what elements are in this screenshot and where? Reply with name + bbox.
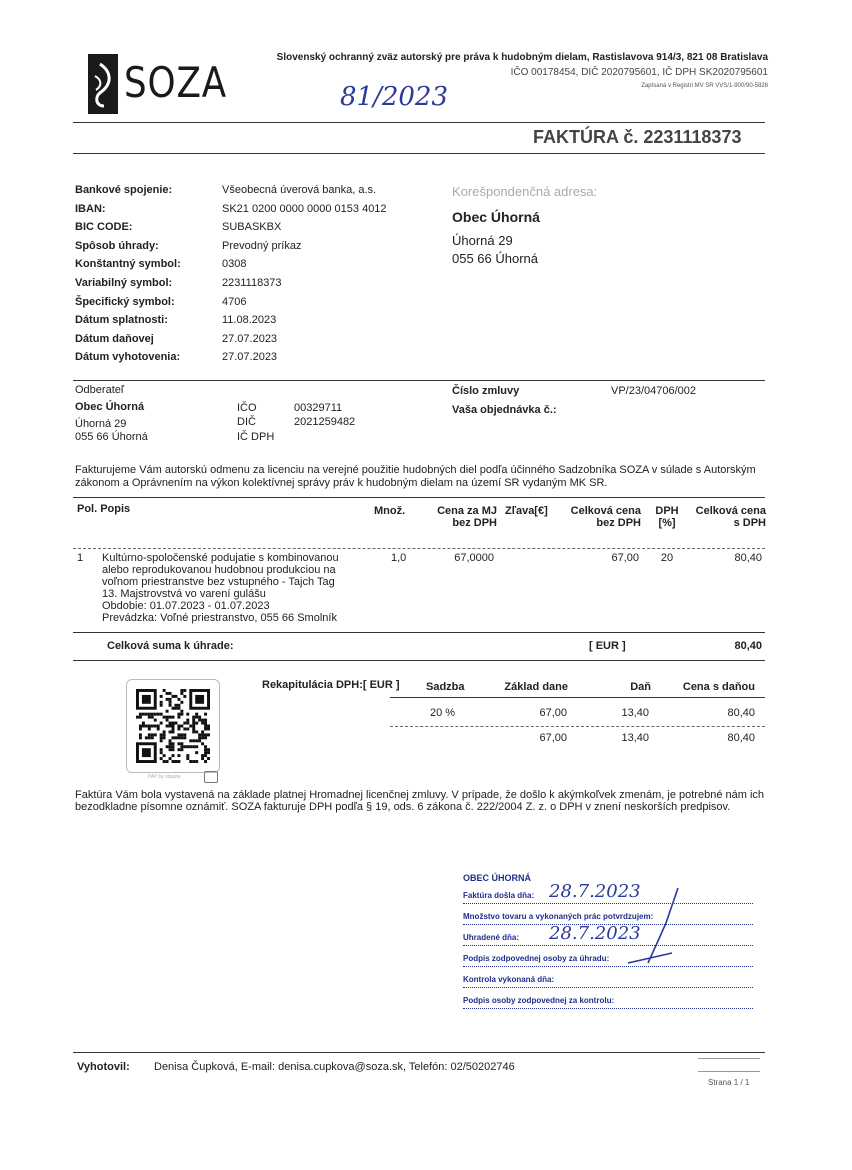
total-bottom-rule (73, 660, 765, 661)
col-celkova-1: Celková cena (570, 505, 641, 517)
payment-value: 11.08.2023 (222, 314, 277, 327)
stamp-label: Uhradené dňa: (463, 933, 520, 942)
footer-label: Vyhotovil: (77, 1061, 130, 1073)
signature-icon (608, 883, 688, 993)
row-s-dph: 80,40 (734, 552, 762, 564)
stamp-label: Podpis osoby zodpovednej za kontrolu: (463, 996, 615, 1005)
col-dph-1: DPH (655, 505, 679, 517)
table-header-rule (73, 548, 765, 549)
dic-value: 2021259482 (294, 416, 356, 428)
row-desc-line: voľnom priestranstve bez vstupného - Tajch Tag (102, 576, 335, 588)
footer-rule (73, 1052, 765, 1053)
footer-text: Denisa Čupková, E-mail: denisa.cupkova@soza.sk, Telefón: 02/50202746 (154, 1061, 515, 1073)
customer-street: Úhorná 29 (75, 418, 127, 430)
recap-h-dan: Daň (630, 681, 651, 693)
customer-divider (73, 380, 765, 381)
qr-block (126, 679, 220, 779)
col-s-dph-2: s DPH (733, 517, 766, 529)
payment-value: 0308 (222, 258, 247, 271)
recap-h-cena: Cena s daňou (682, 681, 755, 693)
icdph-label: IČ DPH (237, 431, 275, 443)
row-desc-line: alebo reprodukovanou hudobnou produkciou na (102, 564, 336, 576)
row-desc-line: Kultúrno-spoločenské podujatie s kombinovanou (102, 552, 339, 564)
recap-h-sadzba: Sadzba (426, 681, 465, 693)
header-divider (73, 122, 765, 123)
total-label: Celková suma k úhrade: (107, 640, 234, 652)
recap-zaklad: 67,00 (539, 707, 567, 719)
correspondence-street: Úhorná 29 (452, 233, 513, 248)
wallet-icon (204, 771, 218, 783)
receipt-stamp (463, 873, 763, 1023)
payment-label: Konštantný symbol: (75, 258, 181, 271)
payment-label: BIC CODE: (75, 221, 133, 234)
qr-caption: PAY by square (148, 774, 181, 780)
row-celkova: 67,00 (611, 552, 639, 564)
col-celkova-2: bez DPH (596, 517, 641, 529)
table-row (0, 552, 852, 630)
stamp-label: Podpis zodpovednej osoby za úhradu: (463, 954, 610, 963)
ico-value: 00329711 (294, 402, 343, 414)
title-divider (73, 153, 765, 154)
col-pol-popis: Pol. Popis (77, 503, 131, 515)
registry-line: Zapísaná v Registri MV SR VVS/1-900/90-5828 (641, 83, 768, 89)
row-desc-line: 13. Majstrovstvá vo varení gulášu (102, 588, 266, 600)
col-dph (652, 505, 682, 529)
org-line: Slovenský ochranný zväz autorský pre práva k hudobným dielam, Rastislavova 914/3, 821 08 Bratislava (276, 52, 768, 63)
stamp-handwritten-date: 28.7.2023 (549, 923, 641, 944)
customer-title: Odberateľ (75, 384, 125, 396)
table-top-rule (73, 497, 765, 498)
ico-label: IČO (237, 402, 257, 414)
recap-h-zaklad: Základ dane (504, 681, 568, 693)
stamp-label: Množstvo tovaru a vykonaných prác potvrdzujem: (463, 912, 654, 921)
customer-name: Obec Úhorná (75, 401, 145, 413)
row-dph: 20 (660, 552, 674, 564)
row-mnoz: 1,0 (391, 552, 407, 564)
handwritten-number: 81/2023 (340, 82, 449, 112)
col-s-dph-1: Celková cena (695, 505, 766, 517)
payment-value: Všeobecná úverová banka, a.s. (222, 184, 377, 196)
customer-city: 055 66 Úhorná (75, 431, 148, 443)
payment-label: IBAN: (75, 202, 106, 215)
payment-value: Prevodný príkaz (222, 239, 302, 252)
col-s-dph (684, 505, 766, 529)
row-desc-line: Prevádzka: Voľné priestranstvo, 055 66 Smolník (102, 612, 337, 624)
stamp-label: Faktúra došla dňa: (463, 891, 535, 900)
dic-label: DIČ (237, 416, 256, 428)
payment-label: Bankové spojenie: (75, 184, 173, 196)
page-number: Strana 1 / 1 (708, 1078, 750, 1087)
payment-label: Spôsob úhrady: (75, 239, 159, 252)
stamp-handwritten-date: 28.7.2023 (549, 881, 641, 902)
payment-value: 4706 (222, 295, 247, 308)
total-currency: [ EUR ] (589, 640, 626, 652)
row-desc-line: Obdobie: 01.07.2023 - 01.07.2023 (102, 600, 270, 612)
col-cena-mj (420, 505, 497, 529)
total-value: 80,40 (734, 640, 762, 652)
correspondence-title: Korešpondenčná adresa: (452, 184, 598, 199)
correspondence-name: Obec Úhorná (452, 209, 540, 225)
recap-sadzba: 20 % (430, 707, 456, 719)
intro-text: Fakturujeme Vám autorskú odmenu za licenciu na verejné použitie hudobných diel podľa účinného Sadzobníka SOZA v súlade s Autorským zákonom a Oprávnením na výkon kolektívnej správy práv k hudobným dielam na území SR vydaným MK SR. (75, 464, 756, 489)
total-top-rule (73, 632, 765, 633)
col-dph-2: [%] (658, 517, 676, 529)
payment-label: Variabilný symbol: (75, 277, 173, 289)
ids-line: IČO 00178454, DIČ 2020795601, IČ DPH SK2020795601 (510, 67, 768, 78)
payment-label: Dátum daňovej (75, 332, 154, 345)
recap-title: Rekapitulácia DPH:[ EUR ] (262, 679, 400, 691)
order-label: Vaša objednávka č.: (452, 404, 557, 416)
logo-mark-icon (88, 54, 118, 114)
payment-value: SK21 0200 0000 0000 0153 4012 (222, 202, 387, 215)
recap-header-rule (390, 697, 765, 698)
row-pol: 1 (77, 552, 84, 564)
col-cena-mj-2: bez DPH (452, 517, 497, 529)
stamp-label: Kontrola vykonaná dňa: (463, 975, 555, 984)
footer-logo-icon (698, 1058, 760, 1072)
payment-label: Dátum splatnosti: (75, 314, 168, 327)
recap-sum-zaklad: 67,00 (539, 732, 567, 744)
contract-label: Číslo zmluvy (452, 385, 520, 397)
recap-sum-cena: 80,40 (727, 732, 755, 744)
recap-dan: 13,40 (621, 707, 649, 719)
row-cena-mj: 67,0000 (454, 552, 494, 564)
soza-logo (88, 54, 228, 114)
payment-value: 27.07.2023 (222, 332, 278, 345)
invoice-title: FAKTÚRA č. 2231118373 (533, 127, 742, 147)
qr-code-icon (136, 689, 210, 763)
contract-value: VP/23/04706/002 (611, 385, 697, 397)
recap-sum-rule (390, 726, 765, 727)
payment-value: 2231118373 (222, 277, 282, 289)
col-zlava: Zľava[€] (505, 505, 548, 517)
footer-note: Faktúra Vám bola vystavená na základe platnej Hromadnej licenčnej zmluvy. V prípade, že došlo k akýmkoľvek zmenám, je potrebné nám ich bezodkladne písomne oznámiť. SOZA fakturuje DPH podľa § 19, ods. 6 zákona č. 222/2004 Z. z. o DPH v znení neskorších predpisov. (75, 789, 765, 813)
row-desc (102, 552, 339, 624)
payment-value: 27.07.2023 (222, 351, 278, 364)
logo-text: SOZA (124, 58, 228, 107)
recap-sum-dan: 13,40 (621, 732, 649, 744)
col-celkova (555, 505, 641, 529)
payment-value: SUBASKBX (222, 221, 282, 234)
payment-label: Dátum vyhotovenia: (75, 351, 181, 364)
recap-cena: 80,40 (727, 707, 755, 719)
correspondence-city: 055 66 Úhorná (452, 251, 539, 266)
stamp-org: OBEC ÚHORNÁ (463, 873, 532, 883)
stamp-row (463, 994, 753, 1009)
col-cena-mj-1: Cena za MJ (437, 505, 497, 517)
payment-label: Špecifický symbol: (75, 295, 175, 308)
col-mnoz: Množ. (374, 505, 406, 517)
